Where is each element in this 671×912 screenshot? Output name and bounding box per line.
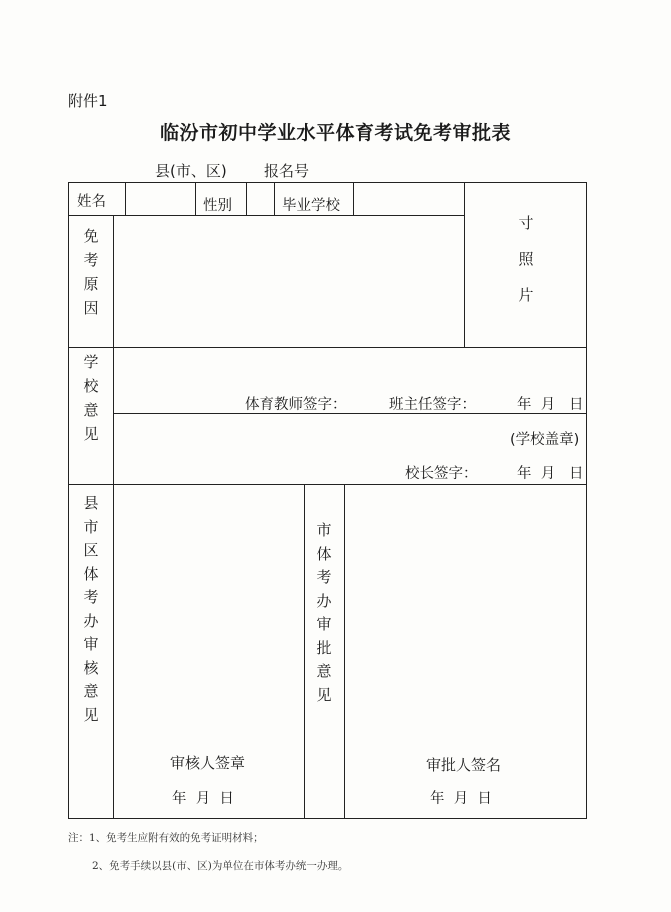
county-label: 县(市、区) xyxy=(155,162,227,180)
registration-number-label: 报名号 xyxy=(264,162,310,180)
county-reviewer-signature-label: 审核人签章 xyxy=(170,754,246,772)
teacher-sign-date: 年 月 日 xyxy=(517,397,584,413)
form-title: 临汾市初中学业水平体育考试免考审批表 xyxy=(159,122,511,144)
pe-teacher-signature-label: 体育教师签字： xyxy=(245,397,347,413)
school-opinion-label: 学 校 意 见 xyxy=(83,353,99,443)
principal-sign-date: 年 月 日 xyxy=(517,466,584,482)
principal-signature-label: 校长签字： xyxy=(405,466,478,482)
exempt-reason-field[interactable] xyxy=(115,217,463,345)
note-1: 注：1、免考生应附有效的免考证明材料； xyxy=(68,832,264,844)
county-review-label: 县 市 区 体 考 办 审 核 意 见 xyxy=(83,494,99,724)
school-field[interactable] xyxy=(354,188,464,214)
head-teacher-signature-label: 班主任签字： xyxy=(389,397,476,413)
photo-placeholder: 寸 照 片 xyxy=(518,214,534,304)
city-approver-signature-label: 审批人签名 xyxy=(426,756,502,774)
school-label: 毕业学校 xyxy=(282,198,340,214)
name-label: 姓名 xyxy=(77,194,106,210)
exempt-reason-label: 免 考 原 因 xyxy=(83,227,99,317)
city-approval-date: 年 月 日 xyxy=(430,791,492,807)
city-approval-label: 市 体 考 办 审 批 意 见 xyxy=(316,521,332,704)
name-field[interactable] xyxy=(125,188,195,214)
note-2: 2、免考手续以县(市、区)为单位在市体考办统一办理。 xyxy=(92,860,349,872)
gender-field[interactable] xyxy=(247,188,274,214)
attachment-label: 附件1 xyxy=(68,92,108,110)
gender-label: 性别 xyxy=(203,198,232,214)
school-seal-label: (学校盖章) xyxy=(510,432,580,448)
county-review-date: 年 月 日 xyxy=(172,791,234,807)
